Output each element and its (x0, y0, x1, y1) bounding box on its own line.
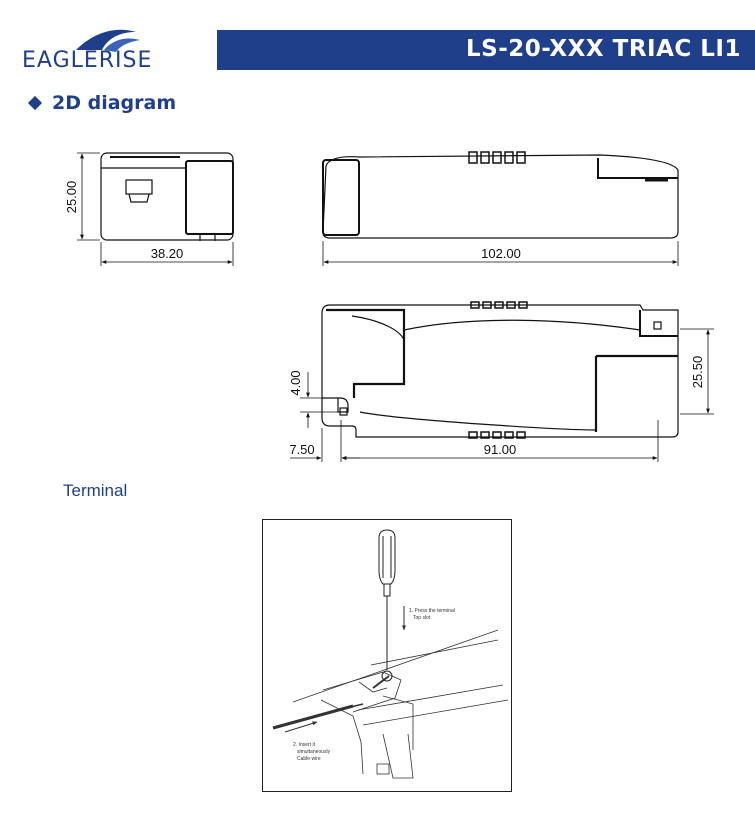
dim-side-width: 38.20 (150, 246, 184, 261)
step1-line2: Top slot (413, 615, 431, 621)
top-view (322, 302, 678, 438)
step2-line1: 2. Insert it (293, 742, 315, 748)
step2-line3: Cable wire (297, 756, 321, 762)
screwdriver-icon (379, 530, 395, 681)
terminal-label: Terminal (63, 481, 128, 500)
document-title: LS-20-XXX TRIAC LI1 (465, 36, 741, 62)
dim-front-length: 102.00 (481, 246, 521, 261)
terminal-illustration (262, 519, 512, 792)
side-view (101, 153, 233, 241)
dim-side-height: 25.00 (64, 180, 79, 214)
dim-top-edge-offset: 7.50 (289, 442, 315, 457)
brand-name: EAGLERISE (22, 48, 153, 73)
step1-line1: 1. Press the terminal (409, 608, 455, 614)
step2-line2: simultaneously (297, 749, 331, 755)
front-view (323, 152, 678, 238)
dim-top-hole-spacing: 91.00 (483, 442, 517, 457)
terminal-drawing (263, 520, 511, 791)
dim-top-mount-offset: 4.00 (288, 370, 303, 396)
section-title: 2D diagram (52, 92, 177, 114)
dim-top-mount-height: 25.50 (690, 355, 705, 389)
